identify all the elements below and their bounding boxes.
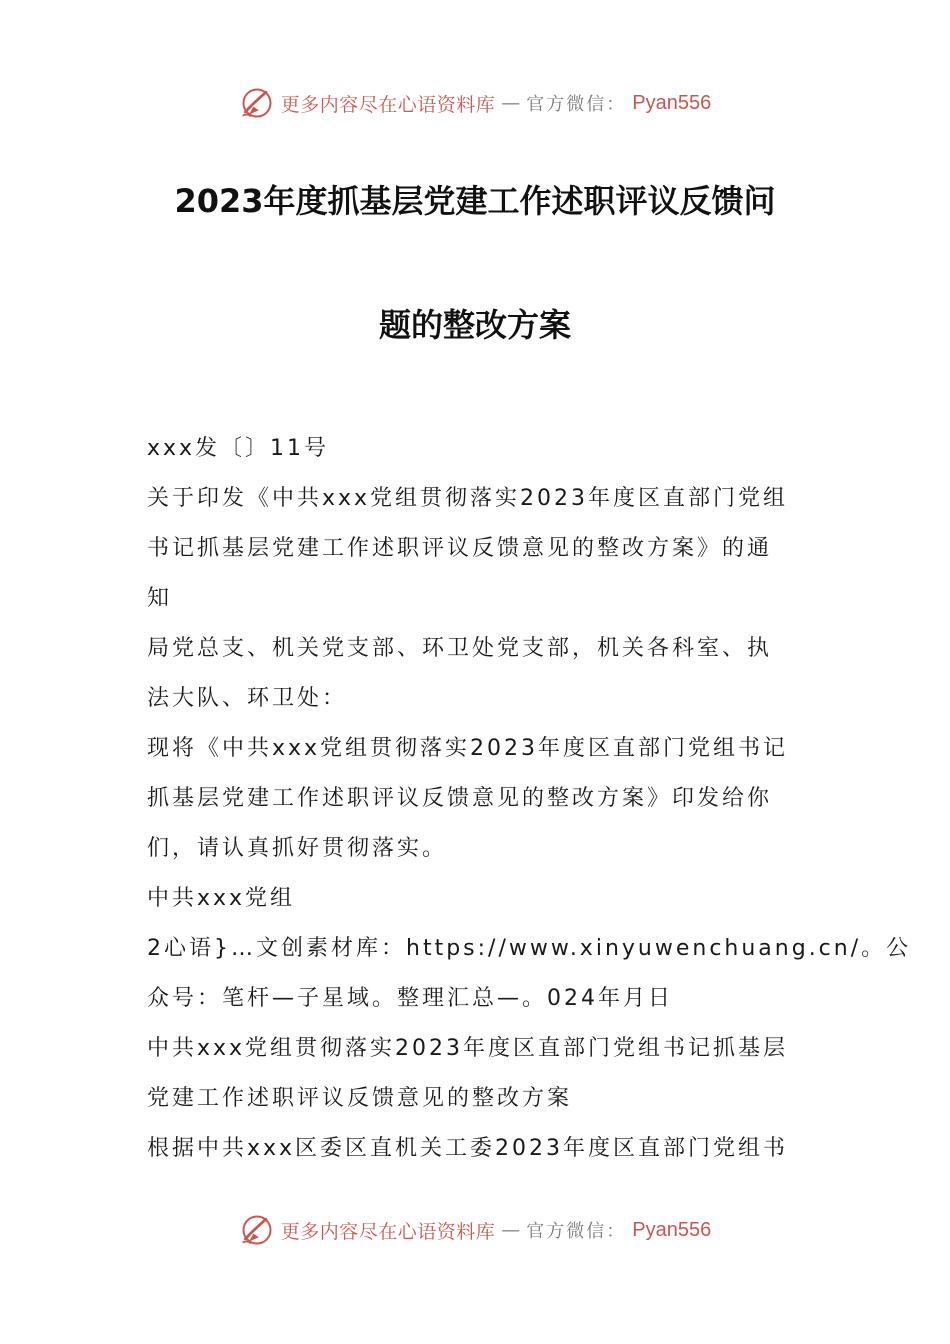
- body-line: 抓基层党建工作述职评议反馈意见的整改方案》印发给你: [147, 786, 773, 811]
- body-line: 众号：笔杆—子星域。整理汇总—。024年月日: [147, 986, 673, 1011]
- document-body: [147, 424, 912, 1174]
- body-line: 中共xxx党组: [147, 886, 296, 911]
- body-line: 中共xxx党组贯彻落实2023年度区直部门党组书记抓基层: [147, 1036, 789, 1061]
- pen-nib-logo-icon: [239, 1212, 275, 1248]
- body-line: 关于印发《中共xxx党组贯彻落实2023年度区直部门党组: [147, 486, 789, 511]
- watermark-text: 更多内容尽在心语资料库: [280, 1220, 496, 1243]
- watermark-header: [0, 83, 950, 123]
- watermark-wechat-label: 官方微信：: [526, 1221, 627, 1242]
- body-line: 知: [147, 586, 173, 611]
- watermark-wechat-id: Pyan556: [632, 91, 712, 114]
- body-line: 书记抓基层党建工作述职评议反馈意见的整改方案》的通: [147, 536, 773, 561]
- body-line: 法大队、环卫处：: [147, 686, 348, 711]
- watermark-text: 更多内容尽在心语资料库: [280, 93, 496, 116]
- watermark-separator: —: [501, 1219, 521, 1241]
- body-line-with-link: 2心语}…文创素材库：https://www.xinyuwenchuang.cn/。公: [147, 936, 912, 961]
- body-line: 党建工作述职评议反馈意见的整改方案: [147, 1086, 573, 1111]
- document-title-line-1: 2023年度抓基层党建工作述职评议反馈问: [174, 182, 776, 220]
- body-line: 局党总支、机关党支部、环卫处党支部，机关各科室、执: [147, 636, 773, 661]
- document-title-line-2: 题的整改方案: [378, 306, 571, 344]
- watermark-footer: [0, 1210, 950, 1250]
- watermark-wechat-id: Pyan556: [632, 1218, 712, 1241]
- body-line: xxx发〔〕11号: [147, 436, 330, 461]
- pen-nib-logo-icon: [239, 85, 275, 121]
- body-line: 根据中共xxx区委区直机关工委2023年度区直部门党组书: [147, 1136, 789, 1161]
- watermark-wechat-label: 官方微信：: [526, 94, 627, 115]
- body-line: 现将《中共xxx党组贯彻落实2023年度区直部门党组书记: [147, 736, 789, 761]
- watermark-separator: —: [501, 92, 521, 114]
- body-line: 们，请认真抓好贯彻落实。: [147, 836, 448, 861]
